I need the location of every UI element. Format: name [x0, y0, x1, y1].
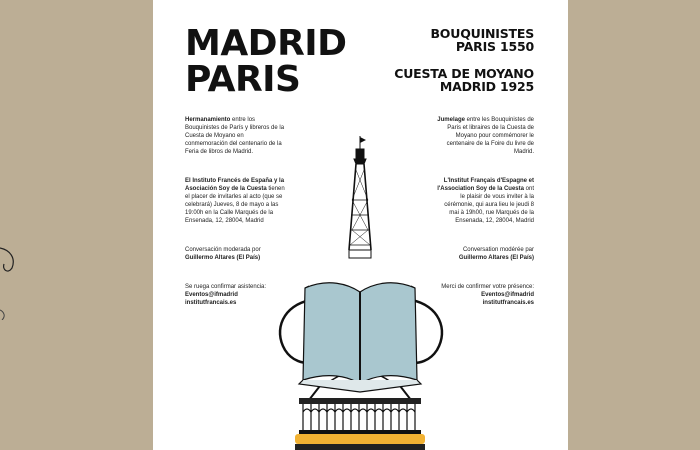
es-paragraph-rsvp — [185, 283, 285, 307]
cuesta-de-moyano-label: CUESTA DE MOYANO — [394, 66, 534, 81]
fr-paragraph-intro — [434, 116, 534, 156]
fr-paragraph-moderator — [434, 246, 534, 262]
fr-intro-bold: Jumelage — [437, 117, 465, 123]
es-intro-text: entre los Bouquinistes de París y libreros de la Cuesta de Moyano en conmemoración del centenario de la Feria de libros de Madrid. — [185, 117, 285, 155]
open-book-icon — [299, 283, 421, 392]
es-invite-bold: El Instituto Francés de España y la Asociación Soy de la Cuesta — [185, 178, 285, 192]
es-paragraph-intro — [185, 116, 285, 156]
es-invite-text: tienen el placer de invitarles al acto (que se celebrará) Jueves, 8 de mayo a las 19:00h en la Calle Marqués de la Ensenada, 12, 28004, Madrid — [185, 186, 285, 224]
fr-paragraph-rsvp — [434, 283, 534, 307]
fr-rsvp-text: Merci de confirmer votre présence: — [441, 284, 534, 290]
madrid-1925-label: MADRID 1925 — [439, 79, 534, 94]
spanish-text-column — [185, 116, 285, 328]
tower-base-icon — [295, 398, 425, 450]
french-text-column — [434, 116, 534, 328]
es-rsvp-email: Eventos@ifmadrid institutfrancais.es — [185, 292, 238, 306]
arms-icon — [280, 300, 442, 363]
eiffel-tower-icon — [309, 149, 411, 400]
es-moderator-name: Guillermo Altares (El País) — [185, 255, 261, 261]
bouquinistes-heading — [430, 27, 534, 53]
flag-icon — [360, 136, 366, 150]
title-madrid: MADRID — [185, 23, 347, 64]
fr-rsvp-email: Eventos@ifmadrid institutfrancais.es — [481, 292, 534, 306]
es-moderator-text: Conversación moderada por — [185, 247, 261, 253]
es-intro-bold: Hermanamiento — [185, 117, 231, 123]
fr-invite-text: ont le plaisir de vous inviter à la cérémonie, qui aura lieu le jeudi 8 mai à 19h00, rue Marqués de la Ensenada, 12, 28004, Madrid — [444, 186, 534, 224]
fr-moderator-text: Conversation modérée par — [462, 247, 534, 253]
fr-moderator-name: Guillermo Altares (El País) — [458, 255, 534, 261]
event-poster — [153, 0, 568, 450]
fr-paragraph-invite — [434, 177, 534, 225]
cuesta-heading — [394, 67, 534, 93]
es-rsvp-text: Se ruega confirmar asistencia: — [185, 284, 267, 290]
squiggle-decoration — [0, 240, 20, 320]
es-paragraph-invite — [185, 177, 285, 225]
title-paris: PARIS — [185, 59, 301, 100]
es-paragraph-moderator — [185, 246, 285, 262]
fr-invite-bold: L'Institut Français d'Espagne et l'Association Soy de la Cuesta — [437, 178, 534, 192]
bouquinistes-label: BOUQUINISTES — [430, 26, 534, 41]
paris-1550-label: PARIS 1550 — [455, 39, 534, 54]
fr-intro-text: entre les Bouquinistes de Paris et libraires de la Cuesta de Moyano pour commémorer le centenaire de la Foire du livre de Madrid. — [446, 117, 534, 155]
poster-title — [185, 23, 347, 100]
